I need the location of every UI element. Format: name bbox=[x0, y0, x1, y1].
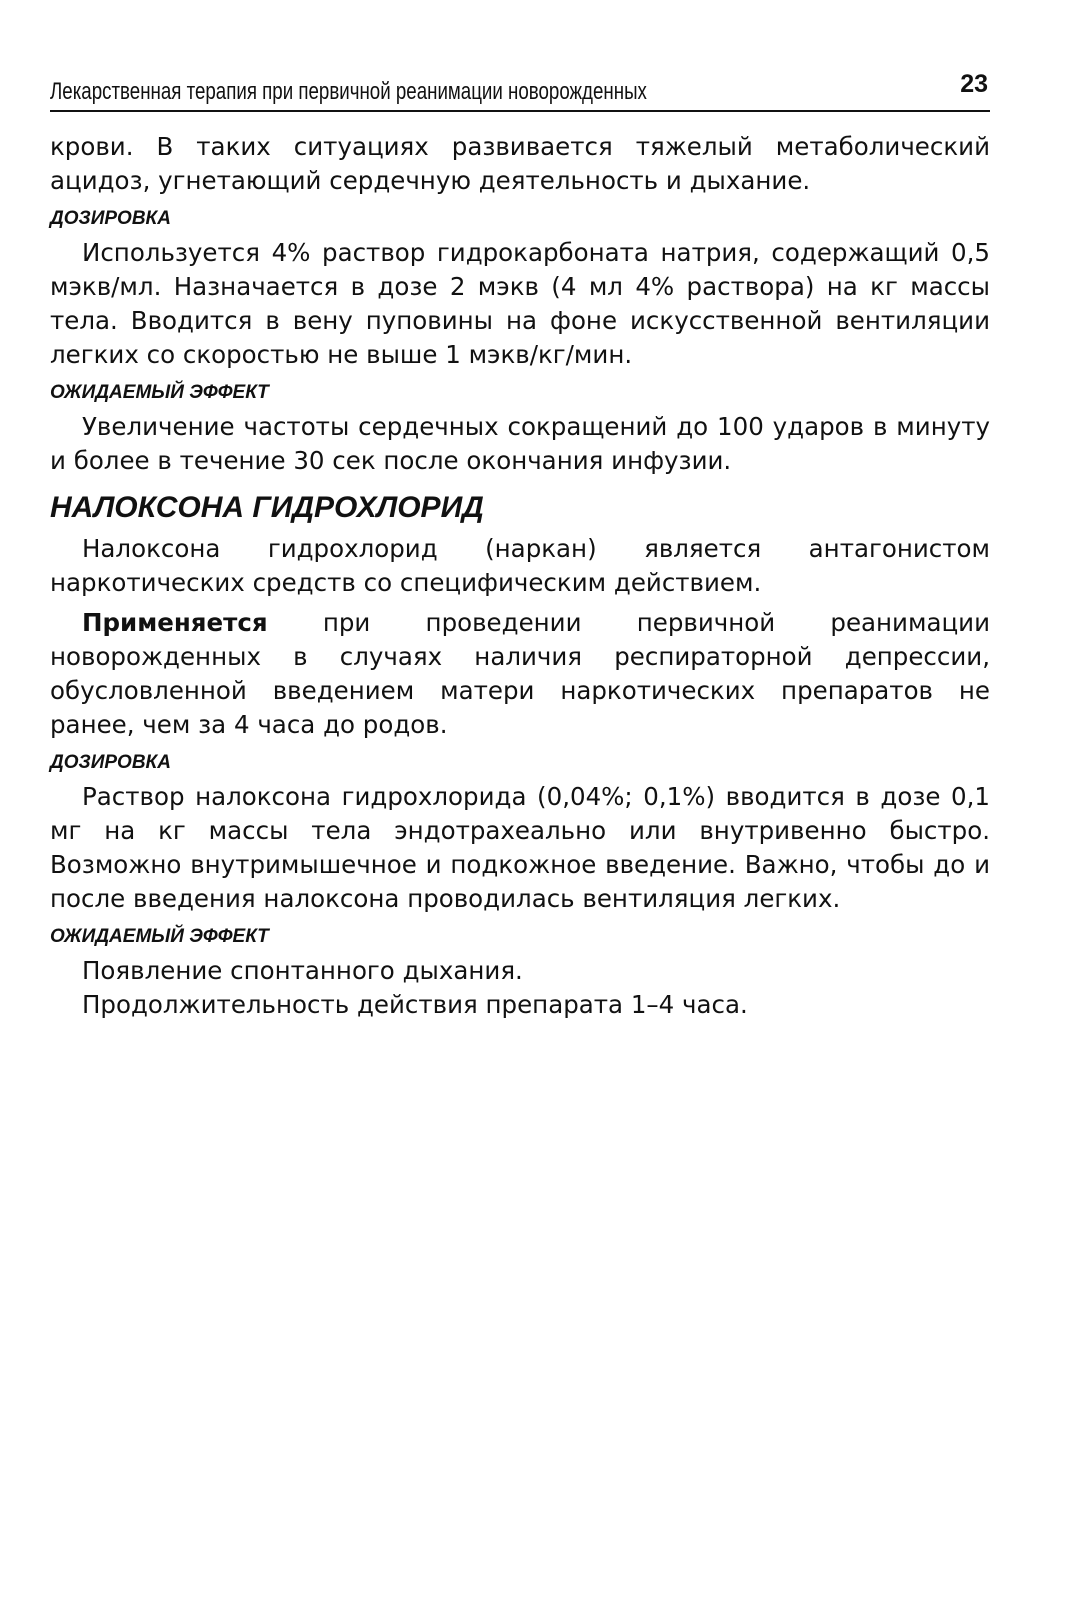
page-number: 23 bbox=[960, 70, 988, 98]
expected-effect-label: ОЖИДАЕМЫЙ ЭФФЕКТ bbox=[50, 926, 269, 947]
dosage-label: ДОЗИРОВКА bbox=[50, 208, 171, 229]
duration-line: Продолжительность действия препарата 1–4 часа. bbox=[82, 990, 748, 1019]
dosage-paragraph: Раствор налоксона гидрохлорида (0,04%; 0,1%) вводится в дозе 0,1 мг на кг массы тела эндотрахеально или внутривенно быстро. Возможно внутримышечное и подкожное введение. Важно, чтобы до и после введения налоксона проводилась вентиляция легких. bbox=[50, 782, 990, 913]
intro-paragraph: крови. В таких ситуациях развивается тяжелый метаболический ацидоз, угнетающий сердечную деятельность и дыхание. bbox=[50, 132, 990, 195]
usage-lead: Применяется bbox=[82, 608, 268, 637]
section-intro-paragraph: Налоксона гидрохлорид (наркан) является антагонистом наркотических средств со специфическим действием. bbox=[50, 534, 990, 597]
section-title: НАЛОКСОНА ГИДРОХЛОРИД bbox=[50, 491, 484, 524]
expected-effect-line: Появление спонтанного дыхания. bbox=[82, 956, 523, 985]
usage-paragraph bbox=[50, 606, 990, 742]
page-header bbox=[50, 70, 990, 112]
page-content bbox=[50, 130, 990, 1022]
dosage-label: ДОЗИРОВКА bbox=[50, 752, 171, 773]
running-title: Лекарственная терапия при первичной реанимации новорожденных bbox=[50, 78, 647, 105]
dosage-paragraph: Используется 4% раствор гидрокарбоната натрия, содержащий 0,5 мэкв/мл. Назначается в дозе 2 мэкв (4 мл 4% раствора) на кг массы тела. Вводится в вену пуповины на фоне искусственной вентиляции легких со скоростью не выше 1 мэкв/кг/мин. bbox=[50, 238, 990, 369]
usage-text: при проведении первичной реанимации новорожденных в случаях наличия респираторной депрессии, обусловленной введением матери наркотических препаратов не ранее, чем за 4 часа до родов. bbox=[50, 608, 990, 739]
expected-effect-label: ОЖИДАЕМЫЙ ЭФФЕКТ bbox=[50, 382, 269, 403]
expected-effect-paragraph: Увеличение частоты сердечных сокращений до 100 ударов в минуту и более в течение 30 сек после окончания инфузии. bbox=[50, 412, 990, 475]
